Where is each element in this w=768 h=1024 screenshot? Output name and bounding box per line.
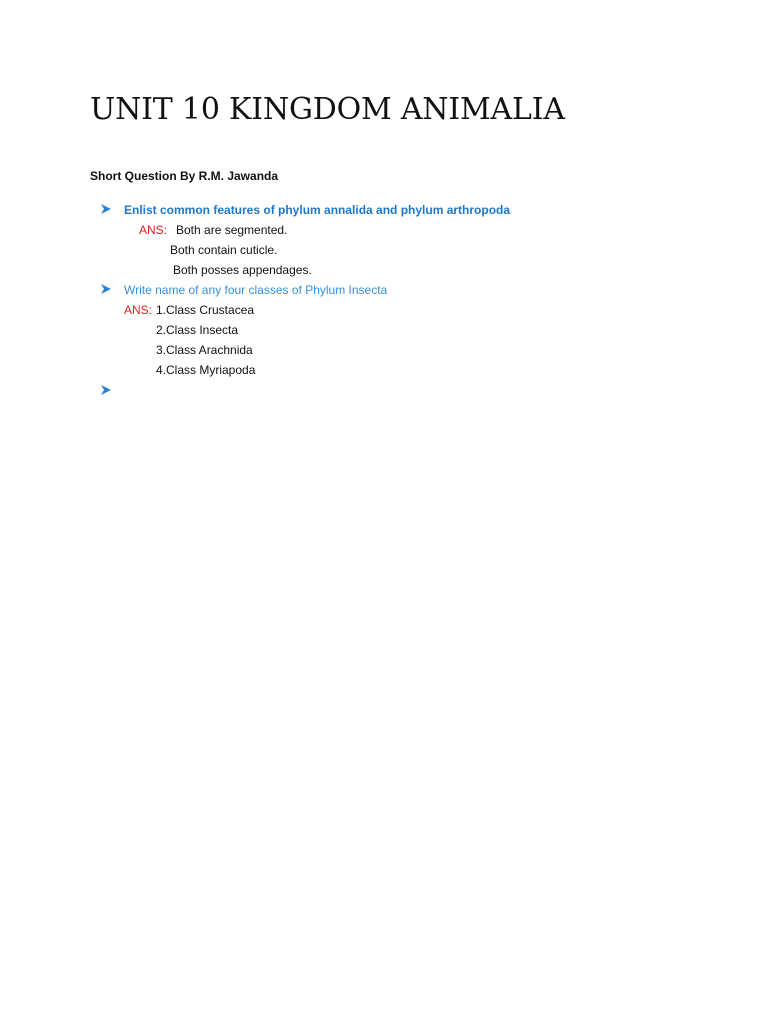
question-1-answer-3: Both posses appendages. <box>173 263 312 277</box>
question-2-answer-4: 4.Class Myriapoda <box>156 363 256 377</box>
question-1-answer-2: Both contain cuticle. <box>170 243 278 257</box>
document-subtitle: Short Question By R.M. Jawanda <box>90 169 279 183</box>
arrowhead-bullet-icon <box>100 283 114 297</box>
question-1-text: Enlist common features of phylum annalida and phylum arthropoda <box>124 203 511 217</box>
question-2-text: Write name of any four classes of Phylum Insecta <box>124 283 388 297</box>
question-1-answer-1: Both are segmented. <box>176 223 288 237</box>
arrowhead-bullet-icon <box>100 203 114 217</box>
question-2-answer-2: 2.Class Insecta <box>156 323 239 337</box>
question-2-answer-1: 1.Class Crustacea <box>156 303 255 317</box>
arrowhead-bullet-icon <box>100 384 114 398</box>
document-title: UNIT 10 KINGDOM ANIMALIA <box>90 92 565 127</box>
question-2-answer-label: ANS: <box>124 303 153 317</box>
question-1-answer-label: ANS: <box>139 223 168 237</box>
question-2-answer-3: 3.Class Arachnida <box>156 343 253 357</box>
